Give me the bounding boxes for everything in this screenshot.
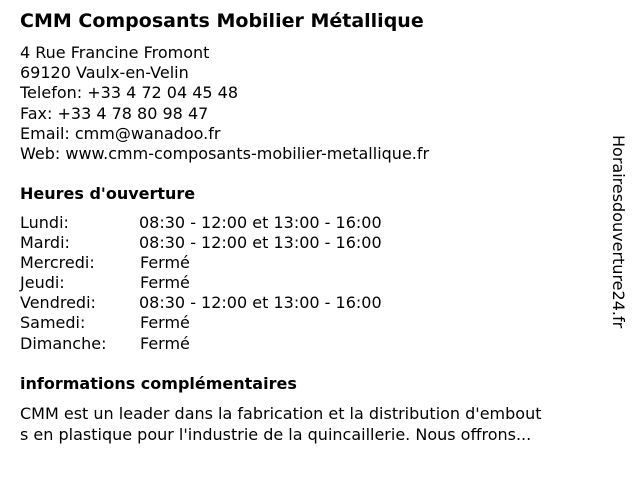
phone-number: Telefon: +33 4 72 04 45 48 bbox=[20, 83, 239, 103]
business-name: CMM Composants Mobilier Métallique bbox=[20, 10, 424, 32]
hours-value: Fermé bbox=[140, 273, 190, 293]
day-label: Mercredi: bbox=[20, 253, 95, 273]
contact-block bbox=[20, 43, 429, 164]
opening-hours-table bbox=[20, 213, 480, 354]
hours-value: 08:30 - 12:00 et 13:00 - 16:00 bbox=[139, 293, 382, 313]
hours-row-wednesday bbox=[20, 253, 480, 273]
hours-value: 08:30 - 12:00 et 13:00 - 16:00 bbox=[139, 233, 382, 253]
hours-row-thursday bbox=[20, 273, 480, 293]
address-street: 4 Rue Francine Fromont bbox=[20, 43, 210, 62]
day-label: Samedi: bbox=[20, 313, 86, 333]
description-line: s en plastique pour l'industrie de la quincaillerie. Nous offrons... bbox=[20, 425, 532, 444]
address-city: 69120 Vaulx-en-Velin bbox=[20, 63, 189, 83]
day-label: Lundi: bbox=[20, 213, 69, 232]
hours-value: Fermé bbox=[140, 313, 190, 333]
email-address: Email: cmm@wanadoo.fr bbox=[20, 123, 221, 143]
hours-row-saturday bbox=[20, 313, 480, 333]
brand-text: Horairesdouverture24.fr bbox=[609, 135, 628, 329]
business-description bbox=[20, 403, 600, 445]
day-label: Jeudi: bbox=[20, 273, 65, 293]
description-line: CMM est un leader dans la fabrication et la distribution d'embout bbox=[20, 404, 542, 423]
brand-watermark bbox=[598, 135, 638, 350]
hours-row-sunday bbox=[20, 334, 480, 354]
opening-hours-heading: Heures d'ouverture bbox=[20, 184, 196, 203]
day-label: Vendredi: bbox=[20, 293, 96, 313]
additional-info-heading: informations complémentaires bbox=[20, 374, 297, 393]
hours-value: Fermé bbox=[140, 253, 190, 273]
day-label: Dimanche: bbox=[20, 333, 107, 353]
fax-number: Fax: +33 4 78 80 98 47 bbox=[20, 103, 209, 123]
hours-value: Fermé bbox=[140, 333, 190, 353]
website-url: Web: www.cmm-composants-mobilier-metallique.fr bbox=[20, 143, 430, 163]
hours-row-tuesday bbox=[20, 233, 480, 253]
hours-row-monday bbox=[20, 213, 480, 233]
hours-value: 08:30 - 12:00 et 13:00 - 16:00 bbox=[139, 213, 382, 232]
hours-row-friday bbox=[20, 293, 480, 313]
day-label: Mardi: bbox=[20, 233, 70, 253]
